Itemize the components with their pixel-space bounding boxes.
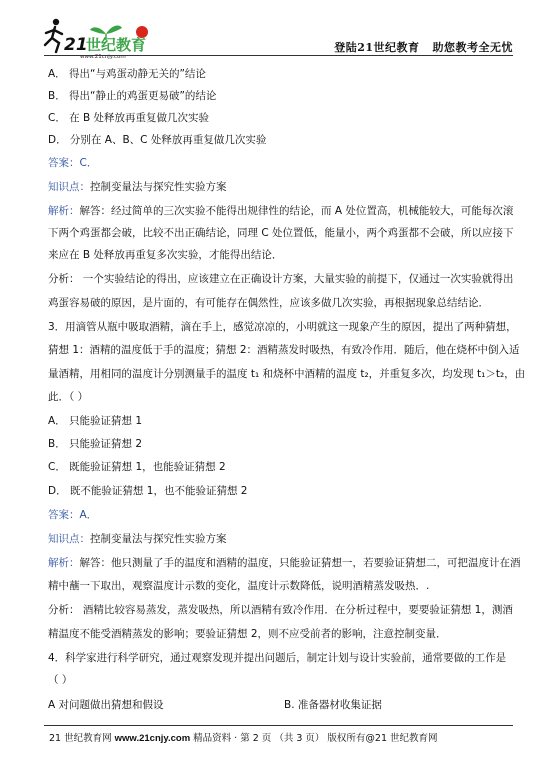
line-label: 解析： <box>48 557 80 569</box>
line-text: 4．科学家进行科学研究，通过观察发现并提出问题后，制定计划与设计实验前，通常要做的工作是 <box>48 652 507 664</box>
text-line <box>48 533 227 546</box>
text-line <box>48 227 514 240</box>
text-line <box>48 485 247 498</box>
line-label: 知识点： <box>48 181 90 193</box>
line-text: 猜想 1：酒精的温度低于手的温度；猜想 2：酒精蒸发时吸热，有致冷作用．随后，他在烧杯中倒入适 <box>48 344 520 356</box>
text-line <box>48 604 513 617</box>
logo-21cnjy-icon <box>42 12 192 60</box>
text-line <box>48 699 164 712</box>
text-line <box>48 205 513 218</box>
line-text: 下两个鸡蛋都会破，比较不出正确结论，同理 C 处位置低，能量小，两个鸡蛋都不会破，所以应接下 <box>48 227 514 239</box>
line-text: A． 得出“与鸡蛋动静无关的”结论 <box>48 68 206 80</box>
line-text: 分析： 一个实验结论的得出，应该建立在正确设计方案，大量实验的前提下，仅通过一次实验就得出 <box>48 273 514 285</box>
line-text: B． 得出“静止的鸡蛋更易破”的结论 <box>48 90 217 102</box>
text-line <box>48 297 489 310</box>
line-text: 精温度不能受酒精蒸发的影响；要验证猜想 2，则不应受前者的影响，注意控制变量． <box>48 628 447 640</box>
line-text: C． 既能验证猜想 1，也能验证猜想 2 <box>48 461 226 473</box>
line-text: 控制变量法与探究性实验方案 <box>90 533 227 545</box>
text-line <box>48 344 520 357</box>
text-line <box>48 557 521 570</box>
logo-text: 世纪教育 <box>86 36 147 54</box>
text-line <box>48 509 97 522</box>
line-text: 解答：经过简单的三次实验不能得出规律性的结论，而 A 处位置高，机械能较大，可能每次滚 <box>79 205 514 217</box>
line-text: A． 只能验证猜想 1 <box>48 415 143 427</box>
line-text: D． 分别在 A、B、C 处释放再重复做几次实验 <box>48 134 267 146</box>
text-line <box>48 652 506 665</box>
line-text: 答案：C． <box>48 157 98 169</box>
text-line <box>48 273 513 286</box>
text-line <box>48 181 227 194</box>
text-line <box>48 674 72 687</box>
line-text: C． 在 B 处释放再重复做几次实验 <box>48 112 210 124</box>
text-line <box>48 368 525 381</box>
text-line <box>48 157 97 170</box>
line-text: 精中蘸一下取出，观察温度计示数的变化，温度计示数降低，说明酒精蒸发吸热．. <box>48 580 430 592</box>
line-text: B． 只能验证猜想 2 <box>48 438 143 450</box>
text-line <box>48 68 206 81</box>
line-text: D． 既不能验证猜想 1，也不能验证猜想 2 <box>48 485 248 497</box>
text-line <box>48 249 282 262</box>
line-text: 解答：他只测量了手的温度和酒精的温度，只能验证猜想一，若要验证猜想二，可把温度计在酒 <box>79 557 521 569</box>
line-text: 量酒精，用相同的温度计分别测量手的温度 t₁ 和烧杯中酒精的温度 t₂，并重复多次，均发现 t₁＞t₂，由 <box>48 368 526 380</box>
line-label: 解析： <box>48 205 80 217</box>
line-text: 答案：A． <box>48 509 98 521</box>
header-divider <box>44 55 513 56</box>
text-line <box>48 580 429 593</box>
footer-divider <box>44 725 513 726</box>
text-line <box>48 628 447 641</box>
text-line <box>48 415 142 428</box>
page-header <box>0 0 553 60</box>
line-text: A 对问题做出猜想和假设 <box>48 699 164 711</box>
text-line <box>48 461 226 474</box>
text-line <box>48 90 216 103</box>
text-line <box>48 134 266 147</box>
footer-page-info: 精品资料 · 第 2 页 （共 3 页） 版权所有@21 世纪教育网 <box>190 733 438 744</box>
text-line <box>48 112 209 125</box>
svg-text:21: 21 <box>64 35 88 55</box>
text-line <box>48 321 517 334</box>
option-b-line: B. 准备器材收集证据 <box>284 699 382 711</box>
line-text: 控制变量法与探究性实验方案 <box>90 181 227 193</box>
header-slogan: 登陆21世纪教育 助您教考全无忧 <box>334 41 513 54</box>
line-text: （ ） <box>48 674 73 686</box>
line-text: 分析： 酒精比较容易蒸发，蒸发吸热，所以酒精有致冷作用．在分析过程中，要要验证猜想 1，测酒 <box>48 604 513 616</box>
line-text: 来应在 B 处释放再重复多次实验，才能得出结论． <box>48 249 283 261</box>
line-text: 3．用滴管从瓶中吸取酒精，滴在手上，感觉凉凉的，小明就这一现象产生的原因，提出了两种猜想， <box>48 321 517 333</box>
text-line <box>48 438 142 451</box>
line-text: 此．（ ） <box>48 391 89 403</box>
svg-text:www.21cnjy.com: www.21cnjy.com <box>80 54 126 60</box>
line-text: 鸡蛋容易破的原因，是片面的，有可能存在偶然性，应该多做几次实验，再根据现象总结结论． <box>48 297 489 309</box>
footer-site-name: 21 世纪教育网 <box>49 733 115 744</box>
footer-url: www.21cnjy.com <box>114 733 191 744</box>
line-label: 知识点： <box>48 533 90 545</box>
text-line <box>48 391 88 404</box>
page-footer <box>49 730 438 744</box>
